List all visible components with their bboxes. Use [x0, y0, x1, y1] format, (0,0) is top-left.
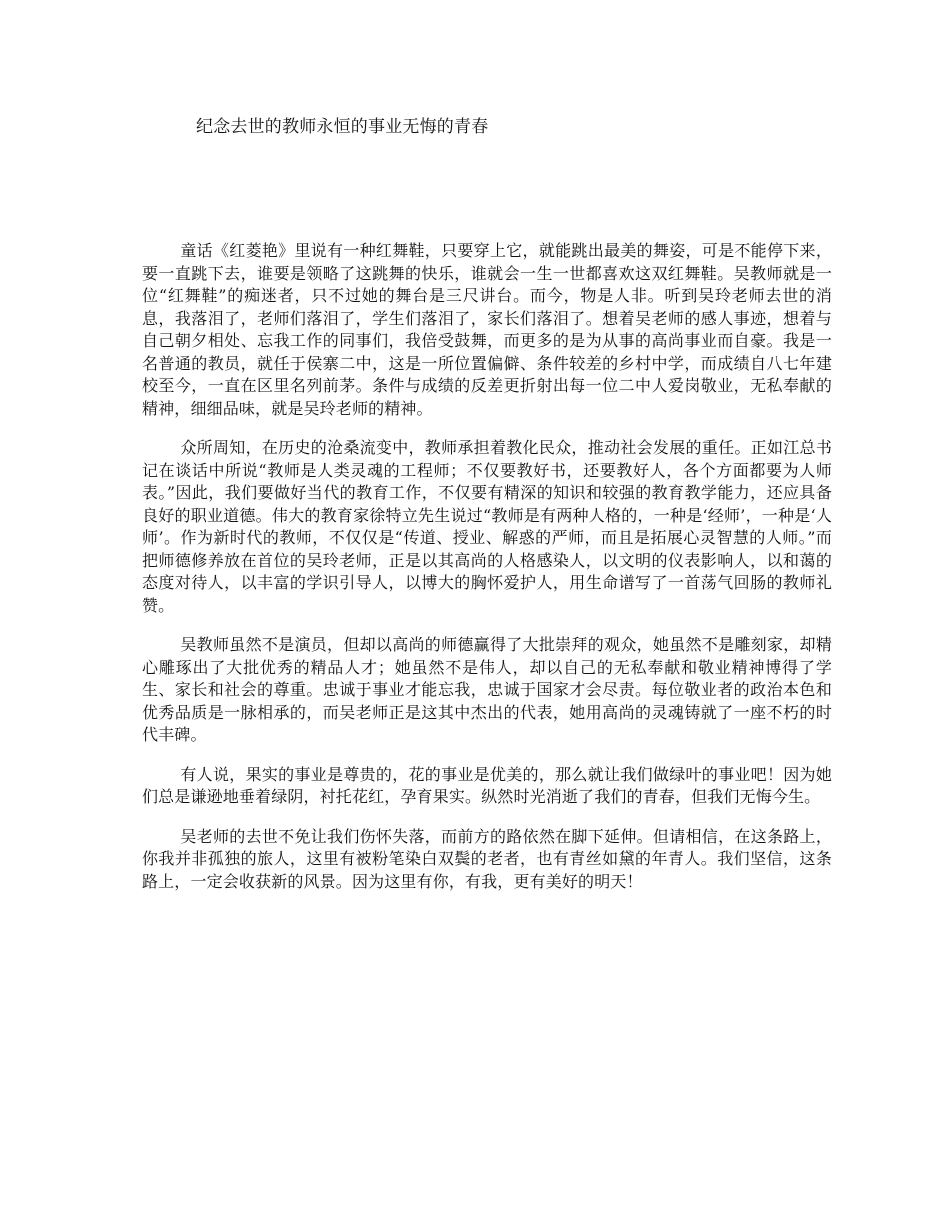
paragraph-5: 吴老师的去世不免让我们伤怀失落，而前方的路依然在脚下延伸。但请相信，在这条路上，你我并非孤独的旅人，这里有被粉笔染白双鬓的老者，也有青丝如黛的年青人。我们坚信，这条路上，一定会收获新的风景。因为这里有你，有我，更有美好的明天！ — [142, 826, 832, 891]
paragraph-1: 童话《红菱艳》里说有一种红舞鞋，只要穿上它，就能跳出最美的舞姿，可是不能停下来，要一直跳下去，谁要是领略了这跳舞的快乐，谁就会一生一世都喜欢这双红舞鞋。吴教师就是一位“红舞鞋”的痴迷者，只不过她的舞台是三尺讲台。而今，物是人非。听到吴玲老师去世的消息，我落泪了，老师们落泪了，学生们落泪了，家长们落泪了。想着吴老师的感人事迹，想着与自己朝夕相处、忘我工作的同事们，我倍受鼓舞，而更多的是为从事的高尚事业而自豪。我是一名普通的教员，就任于侯寨二中，这是一所位置偏僻、条件较差的乡村中学，而成绩自八七年建校至今，一直在区里名列前茅。条件与成绩的反差更折射出每一位二中人爱岗敬业，无私奉献的精神，细细品味，就是吴玲老师的精神。 — [142, 241, 832, 418]
paragraph-3: 吴教师虽然不是演员，但却以高尚的师德赢得了大批崇拜的观众，她虽然不是雕刻家，却精心雕琢出了大批优秀的精品人才；她虽然不是伟人，却以自己的无私奉献和敬业精神博得了学生、家长和社会的尊重。忠诚于事业才能忘我，忠诚于国家才会尽责。每位敬业者的政治本色和优秀品质是一脉相承的，而吴老师正是这其中杰出的代表，她用高尚的灵魂铸就了一座不朽的时代丰碑。 — [142, 635, 832, 744]
paragraph-2: 众所周知，在历史的沧桑流变中，教师承担着教化民众，推动社会发展的重任。正如江总书记在谈话中所说“教师是人类灵魂的工程师；不仅要教好书，还要教好人，各个方面都要为人师表。”因此，我们要做好当代的教育工作，不仅要有精深的知识和较强的教育教学能力，还应具备良好的职业道德。伟大的教育家徐特立先生说过“教师是有两种人格的，一种是‘经师’，一种是‘人师’。作为新时代的教师，不仅仅是“传道、授业、解惑的严师，而且是拓展心灵智慧的人师。”而把师德修养放在首位的吴玲老师，正是以其高尚的人格感染人，以文明的仪表影响人，以和蔼的态度对待人，以丰富的学识引导人，以博大的胸怀爱护人，用生命谱写了一首荡气回肠的教师礼赞。 — [142, 438, 832, 615]
document-body — [142, 240, 832, 910]
document-title: 纪念去世的教师永恒的事业无悔的青春 — [196, 117, 489, 137]
paragraph-4: 有人说，果实的事业是尊贵的，花的事业是优美的，那么就让我们做绿叶的事业吧！因为她们总是谦逊地垂着绿阴，衬托花红，孕育果实。纵然时光消逝了我们的青春，但我们无悔今生。 — [142, 764, 832, 806]
